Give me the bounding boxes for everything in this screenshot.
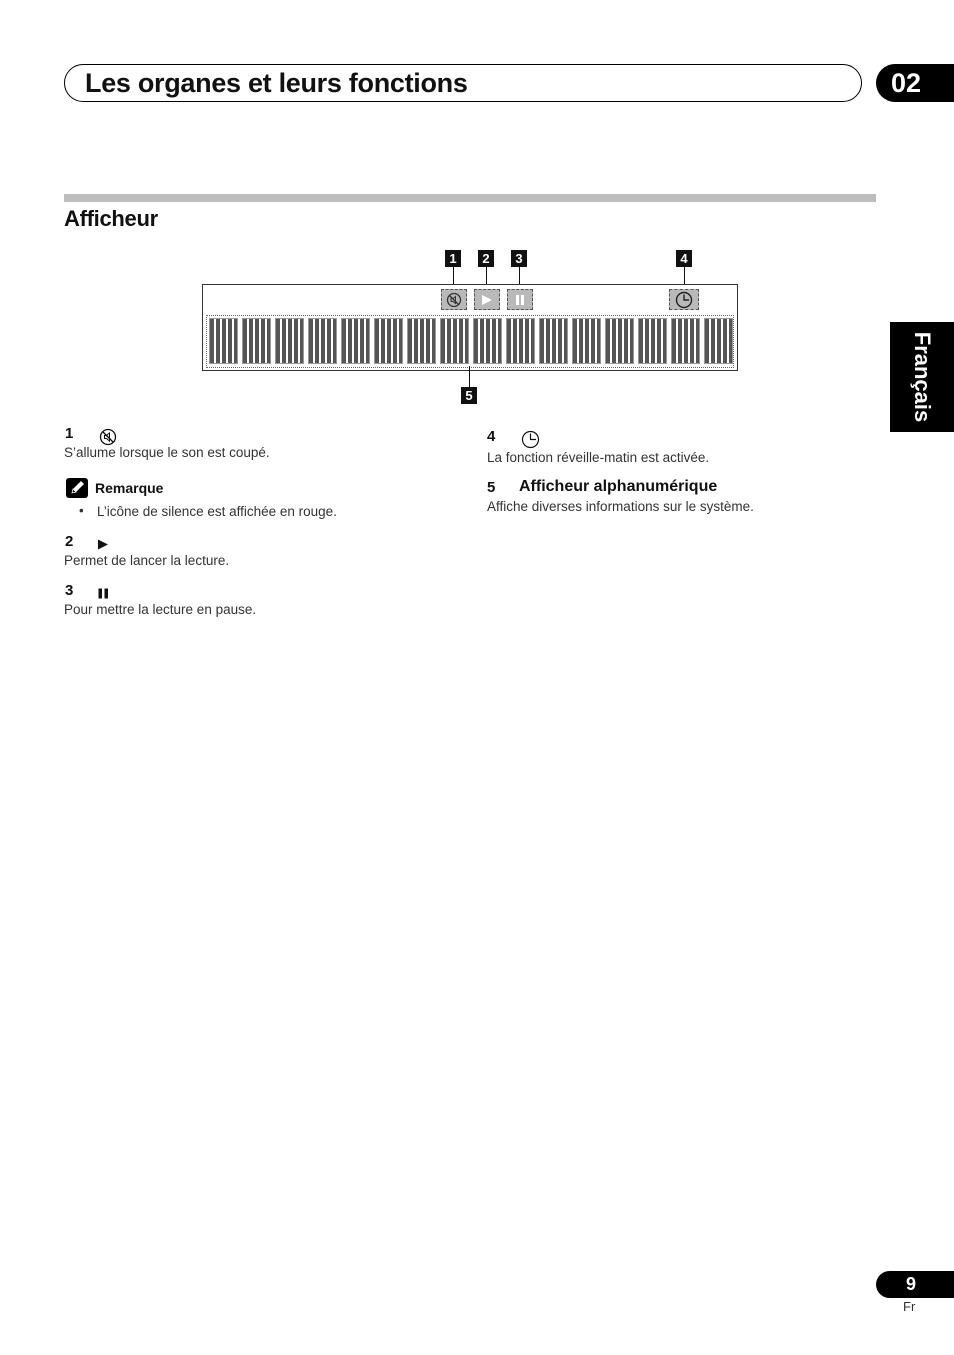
language-tab — [890, 322, 954, 432]
item-4-number: 4 — [487, 428, 496, 445]
matrix-char — [638, 318, 667, 364]
item-5-title: Afficheur alphanumérique — [519, 478, 718, 495]
callout-5: 5 — [461, 387, 477, 404]
item-3-number: 3 — [65, 582, 74, 599]
callout-2: 2 — [478, 250, 494, 267]
page-title: Les organes et leurs fonctions — [85, 68, 468, 98]
bullet-marker: • — [79, 503, 84, 518]
item-1-description: S’allume lorsque le son est coupé. — [64, 445, 270, 460]
callout-3: 3 — [511, 250, 527, 267]
note-bullet-1: L’icône de silence est affichée en rouge. — [97, 504, 337, 519]
matrix-char — [605, 318, 634, 364]
pause-icon — [507, 289, 533, 310]
chapter-header — [64, 64, 862, 102]
matrix-char — [407, 318, 436, 364]
matrix-char — [275, 318, 304, 364]
callout-4: 4 — [676, 250, 692, 267]
note-title: Remarque — [95, 480, 164, 496]
section-title: Afficheur — [64, 206, 158, 231]
section-divider — [64, 194, 876, 202]
clock-icon — [669, 289, 699, 310]
matrix-char — [506, 318, 535, 364]
item-2-description: Permet de lancer la lecture. — [64, 553, 230, 568]
item-5-description: Affiche diverses informations sur le système. — [487, 499, 754, 514]
item-4-description: La fonction réveille-matin est activée. — [487, 450, 710, 465]
item-2-number: 2 — [65, 533, 74, 550]
matrix-char — [704, 318, 733, 364]
callout-1: 1 — [445, 250, 461, 267]
matrix-char — [671, 318, 700, 364]
item-5-number: 5 — [487, 479, 496, 496]
page-number: 9 — [876, 1271, 954, 1298]
page-language: Fr — [903, 1299, 916, 1314]
item-3-description: Pour mettre la lecture en pause. — [64, 602, 257, 617]
matrix-char — [308, 318, 337, 364]
matrix-char — [374, 318, 403, 364]
matrix-char — [572, 318, 601, 364]
play-icon — [474, 289, 500, 310]
matrix-char — [440, 318, 469, 364]
chapter-number: 02 — [876, 64, 954, 102]
matrix-char — [242, 318, 271, 364]
matrix-char — [209, 318, 238, 364]
language-label: Français — [910, 331, 935, 423]
callout-line-5 — [469, 366, 470, 388]
mute-icon — [441, 289, 467, 310]
matrix-char — [341, 318, 370, 364]
matrix-char — [473, 318, 502, 364]
item-1-number: 1 — [65, 425, 74, 442]
pencil-icon — [66, 478, 88, 498]
matrix-char — [539, 318, 568, 364]
